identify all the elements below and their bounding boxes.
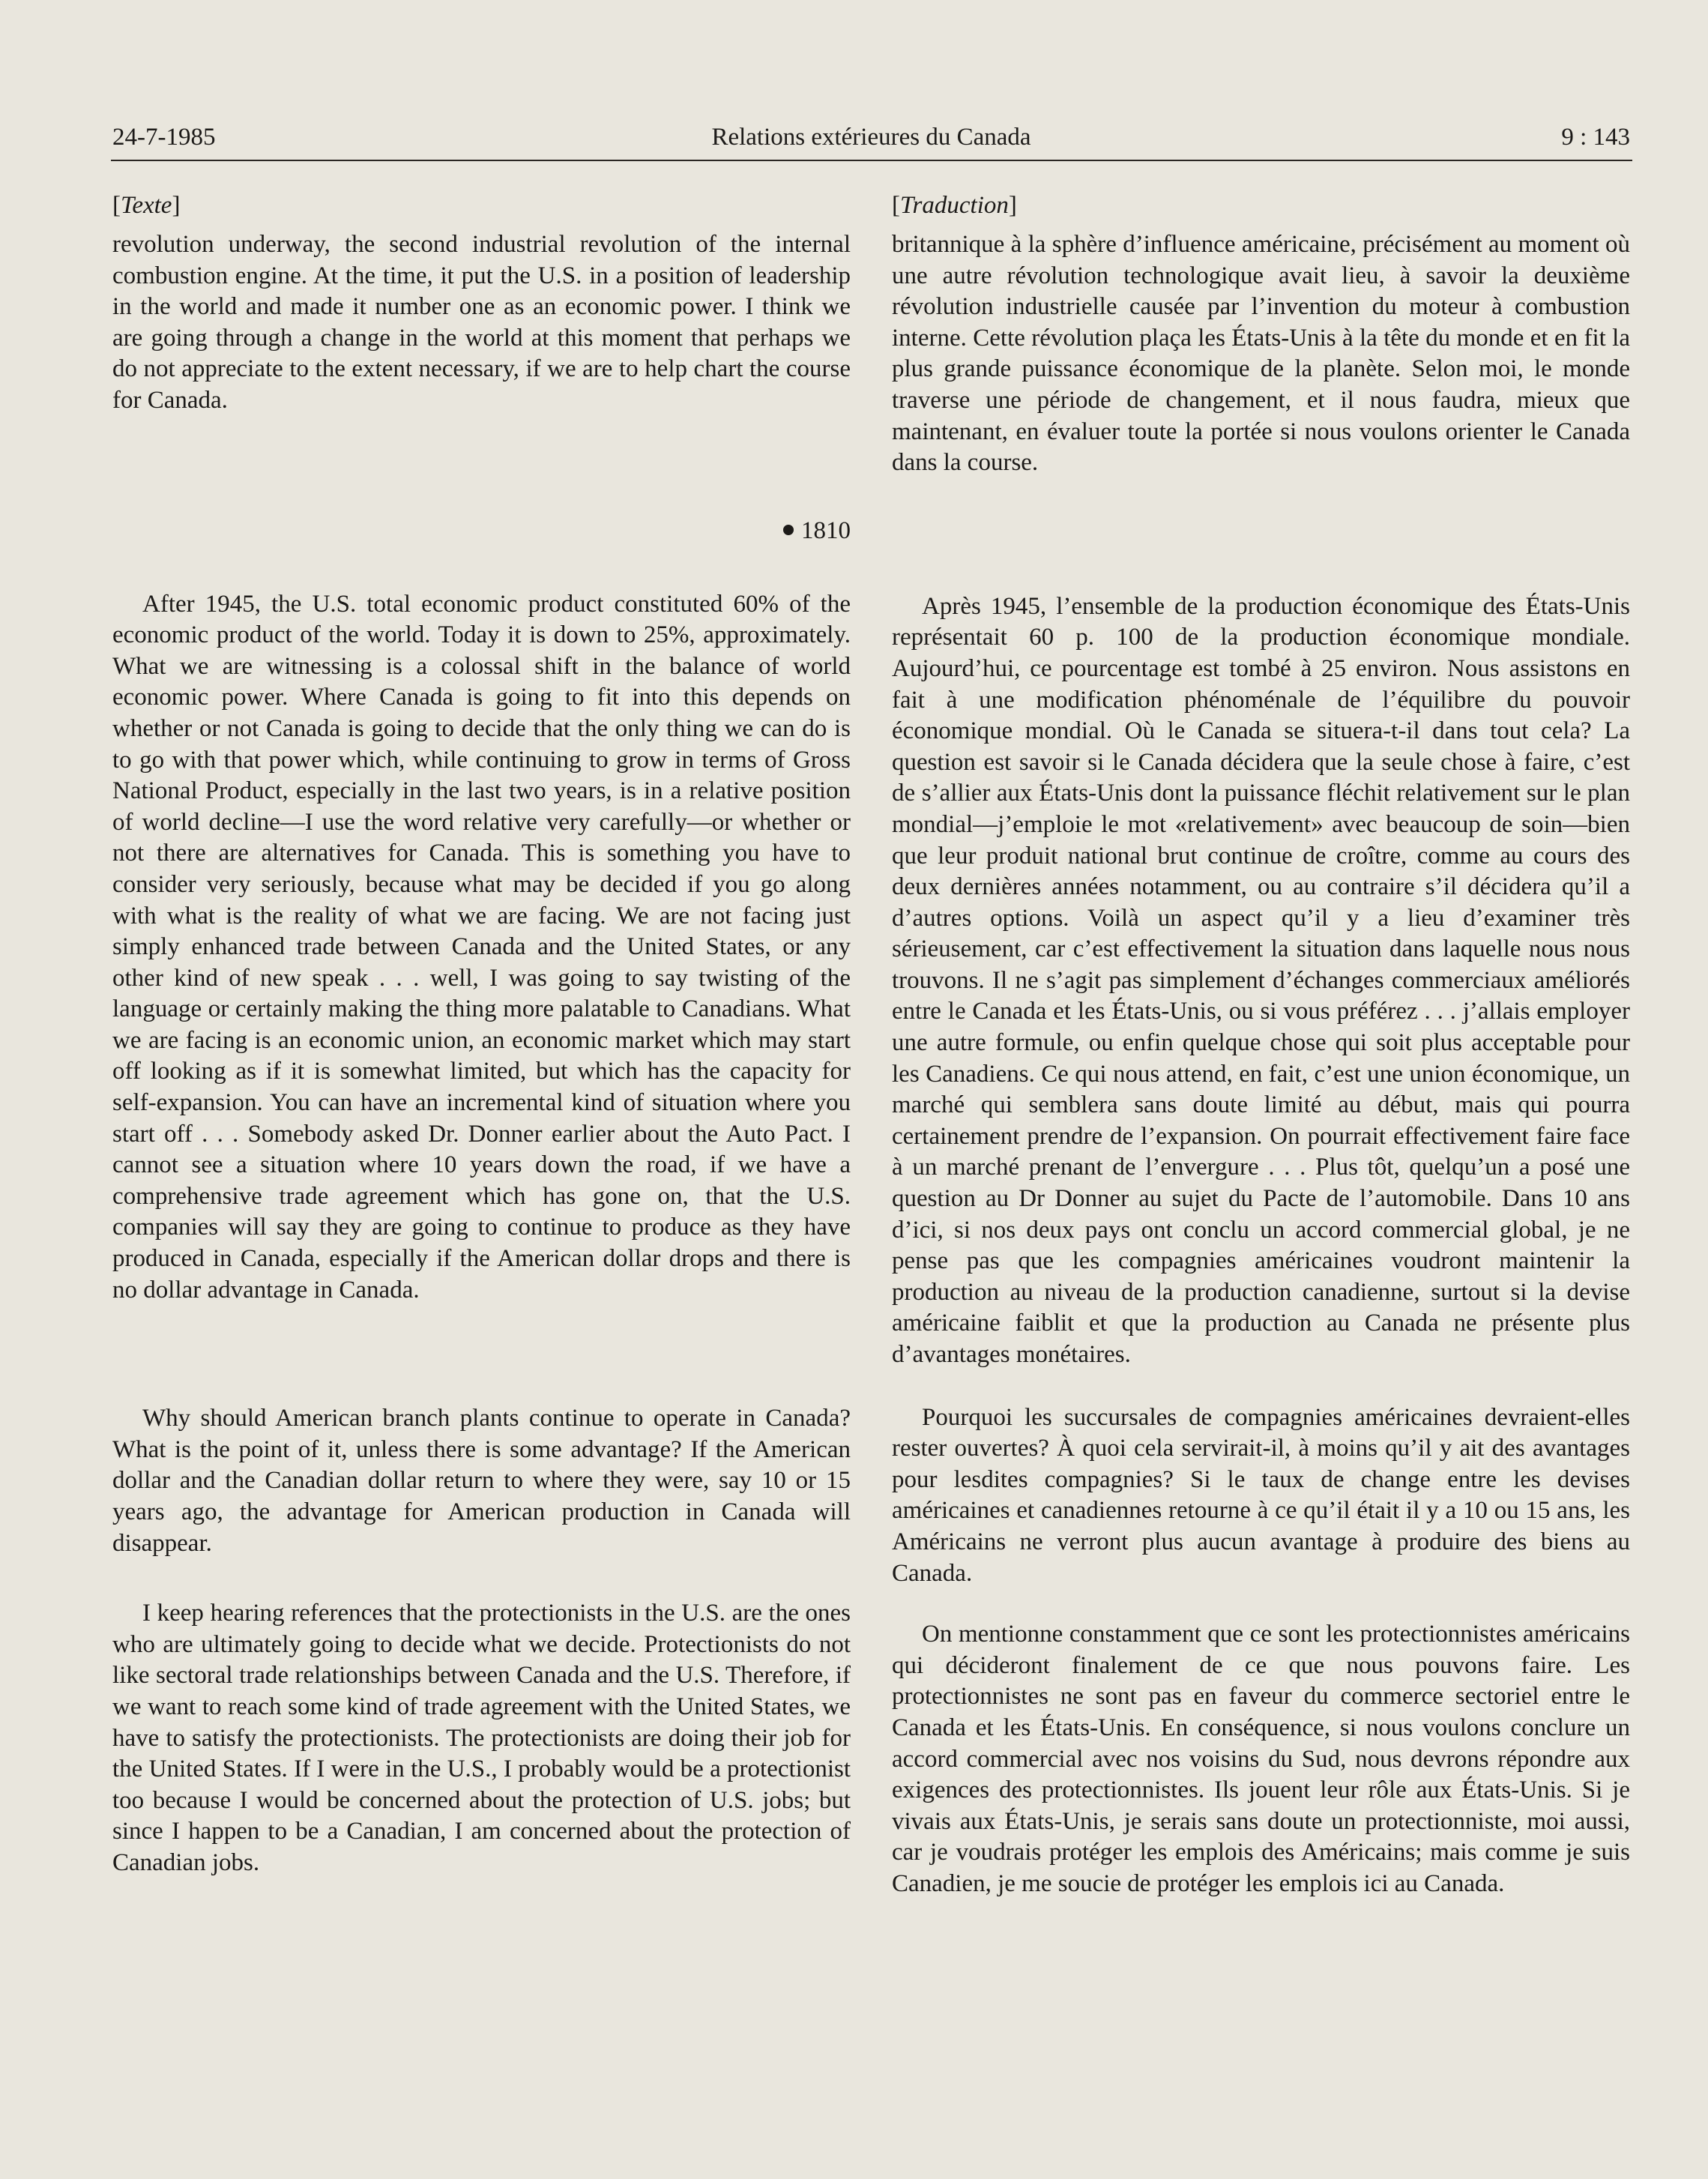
time-marker-label: 1810: [801, 516, 851, 544]
english-paragraph-1: revolution underway, the second industrial revolution of the internal combustion engine. At the time, it put the U.S. in a position of leadership in the world and made it number one as an economic power. I think we are going through a change in the world at this moment that perhaps we do not appreciate to the extent necessary, if we are to help chart the course for Canada.: [112, 231, 851, 414]
english-column: [112, 190, 851, 1879]
bullet-icon: [783, 525, 794, 535]
header-page-number: 9 : 143: [1561, 124, 1630, 151]
french-paragraph-4: On mentionne constamment que ce sont les protectionnistes américains qui décideront finalement de ce que nous pouvons faire. Les protectionnistes ne sont pas en faveur du commerce sectoriel entre le Canada et les États-Unis. En conséquence, si nous voulons conclure un accord commercial avec nos voisins du Sud, nous devrons répondre aux exigences des protectionnistes. Ils jouent leur rôle aux États-Unis. Si je vivais aux États-Unis, je serais sans doute un protectionniste, moi aussi, car je voudrais protéger les emplois des Américains; mais comme je suis Canadien, je me soucie de protéger les emplois ici au Canada.: [892, 1621, 1630, 1897]
header-rule: [111, 160, 1632, 161]
english-paragraph-2: After 1945, the U.S. total economic product constituted 60% of the economic product of the world. Today it is down to 25%, approximately. What we are witnessing is a colossal shift in the balance of world economic power. Where Canada is going to fit into this depends on whether or not Canada is going to decide that the only thing we can do is to go with that power which, while continuing to grow in terms of Gross National Product, especially in the last two years, is in a relative position of world decline—I use the word relative very carefully—or whether or not there are alternatives for Canada. This is something you have to consider very seriously, because what may be decided if you go along with what is the reality of what we are facing. We are not facing just simply enhanced trade between Canada and the United States, or any other kind of new speak . . . well, I was going to say twisting of the language or certainly making the thing more palatable to Canadians. What we are facing is an economic union, an economic market which may start off looking as if it is somewhat limited, but which has the capacity for self-expansion. You can have an incremental kind of situation where you start off . . . Somebody asked Dr. Donner earlier about the Auto Pact. I cannot see a situation where 10 years down the road, if we have a comprehensive trade agreement which has gone on, that the U.S. companies will say they are going to continue to produce as they have produced in Canada, especially if the American dollar drops and there is no dollar advantage in Canada.: [112, 590, 851, 1304]
header-title: Relations extérieures du Canada: [711, 124, 1031, 151]
english-paragraph-4: I keep hearing references that the protectionists in the U.S. are the ones who are ultimately going to decide what we decide. Protectionists do not like sectoral trade relationships between Canada and the U.S. Therefore, if we want to reach some kind of trade agreement with the United States, we have to satisfy the protectionists. The protectionists are doing their job for the United States. If I were in the U.S., I probably would be a protectionist too because I would be concerned about the protection of U.S. jobs; but since I happen to be a Canadian, I am concerned about the protection of Canadian jobs.: [112, 1600, 851, 1876]
page-header: [112, 118, 1630, 156]
french-tag-label: Traduction: [900, 192, 1009, 219]
french-paragraph-3: Pourquoi les succursales de compagnies américaines devraient-elles rester ouvertes? À quoi cela servirait-il, à moins qu’il y ait des avantages pour lesdites compagnies? Si le taux de change entre les devises américaines et canadiennes retourne à ce qu’il était il y a 10 ou 15 ans, les Américains ne verront plus aucun avantage à produire des biens au Canada.: [892, 1403, 1630, 1587]
french-paragraph-2: Après 1945, l’ensemble de la production économique des États-Unis représentait 60 p. 100 de la production économique mondiale. Aujourd’hui, ce pourcentage est tombé à 25 environ. Nous assistons en fait à une modification phénoménale de l’équilibre du pouvoir économique mondial. Où le Canada se situera-t-il dans tout cela? La question est savoir si le Canada décidera que la seule chose à faire, c’est de s’allier aux États-Unis dont la puissance fléchit relativement sur le plan mondial—j’emploie le mot «relativement» avec beaucoup de soin—bien que leur produit national brut continue de croître, comme au cours des deux dernières années notamment, ou au contraire s’il décidera qu’il a d’autres options. Voilà un aspect qu’il y a lieu d’examiner très sérieusement, car c’est effectivement la situation dans laquelle nous nous trouvons. Il ne s’agit pas simplement d’échanges commerciaux améliorés entre le Canada et les États-Unis, ou si vous préférez . . . j’allais employer une autre formule, ou enfin quelque chose qui soit plus acceptable pour les Canadiens. Ce qui nous attend, en fait, c’est une union économique, un marché qui semblera sans doute limité au début, mais qui pourra certainement prendre de l’expansion. On pourrait effectivement faire face à un marché prenant de l’envergure . . . Plus tôt, quelqu’un a posé une question au Dr Donner au sujet du Pacte de l’automobile. Dans 10 ans d’ici, si nos deux pays ont conclu un accord commercial global, je ne pense pas que les compagnies américaines voudront maintenir la production au niveau de la production canadienne, surtout si la devise américaine faiblit et que la production au Canada ne présente plus d’avantages monétaires.: [892, 592, 1630, 1368]
french-column-tag: [Traduction]: [892, 192, 1017, 219]
header-date: 24-7-1985: [112, 124, 216, 151]
french-column: [892, 190, 1630, 1900]
english-tag-label: Texte: [121, 192, 172, 219]
english-column-tag: [Texte]: [112, 192, 181, 219]
english-paragraph-3: Why should American branch plants continue to operate in Canada? What is the point of it, unless there is some advantage? If the American dollar and the Canadian dollar return to where they were, say 10 or 15 years ago, the advantage for American production in Canada will disappear.: [112, 1405, 851, 1557]
time-marker: [112, 516, 851, 546]
french-paragraph-1: britannique à la sphère d’influence américaine, précisément au moment où une autre révolution technologique avait lieu, à savoir la deuxième révolution industrielle causée par l’invention du moteur à combustion interne. Cette révolution plaça les États-Unis à la tête du monde et en fit la plus grande puissance économique de la planète. Selon moi, le monde traverse une période de changement, et il nous faudra, mieux que maintenant, en évaluer toute la portée si nous voulons orienter le Canada dans la course.: [892, 231, 1630, 477]
